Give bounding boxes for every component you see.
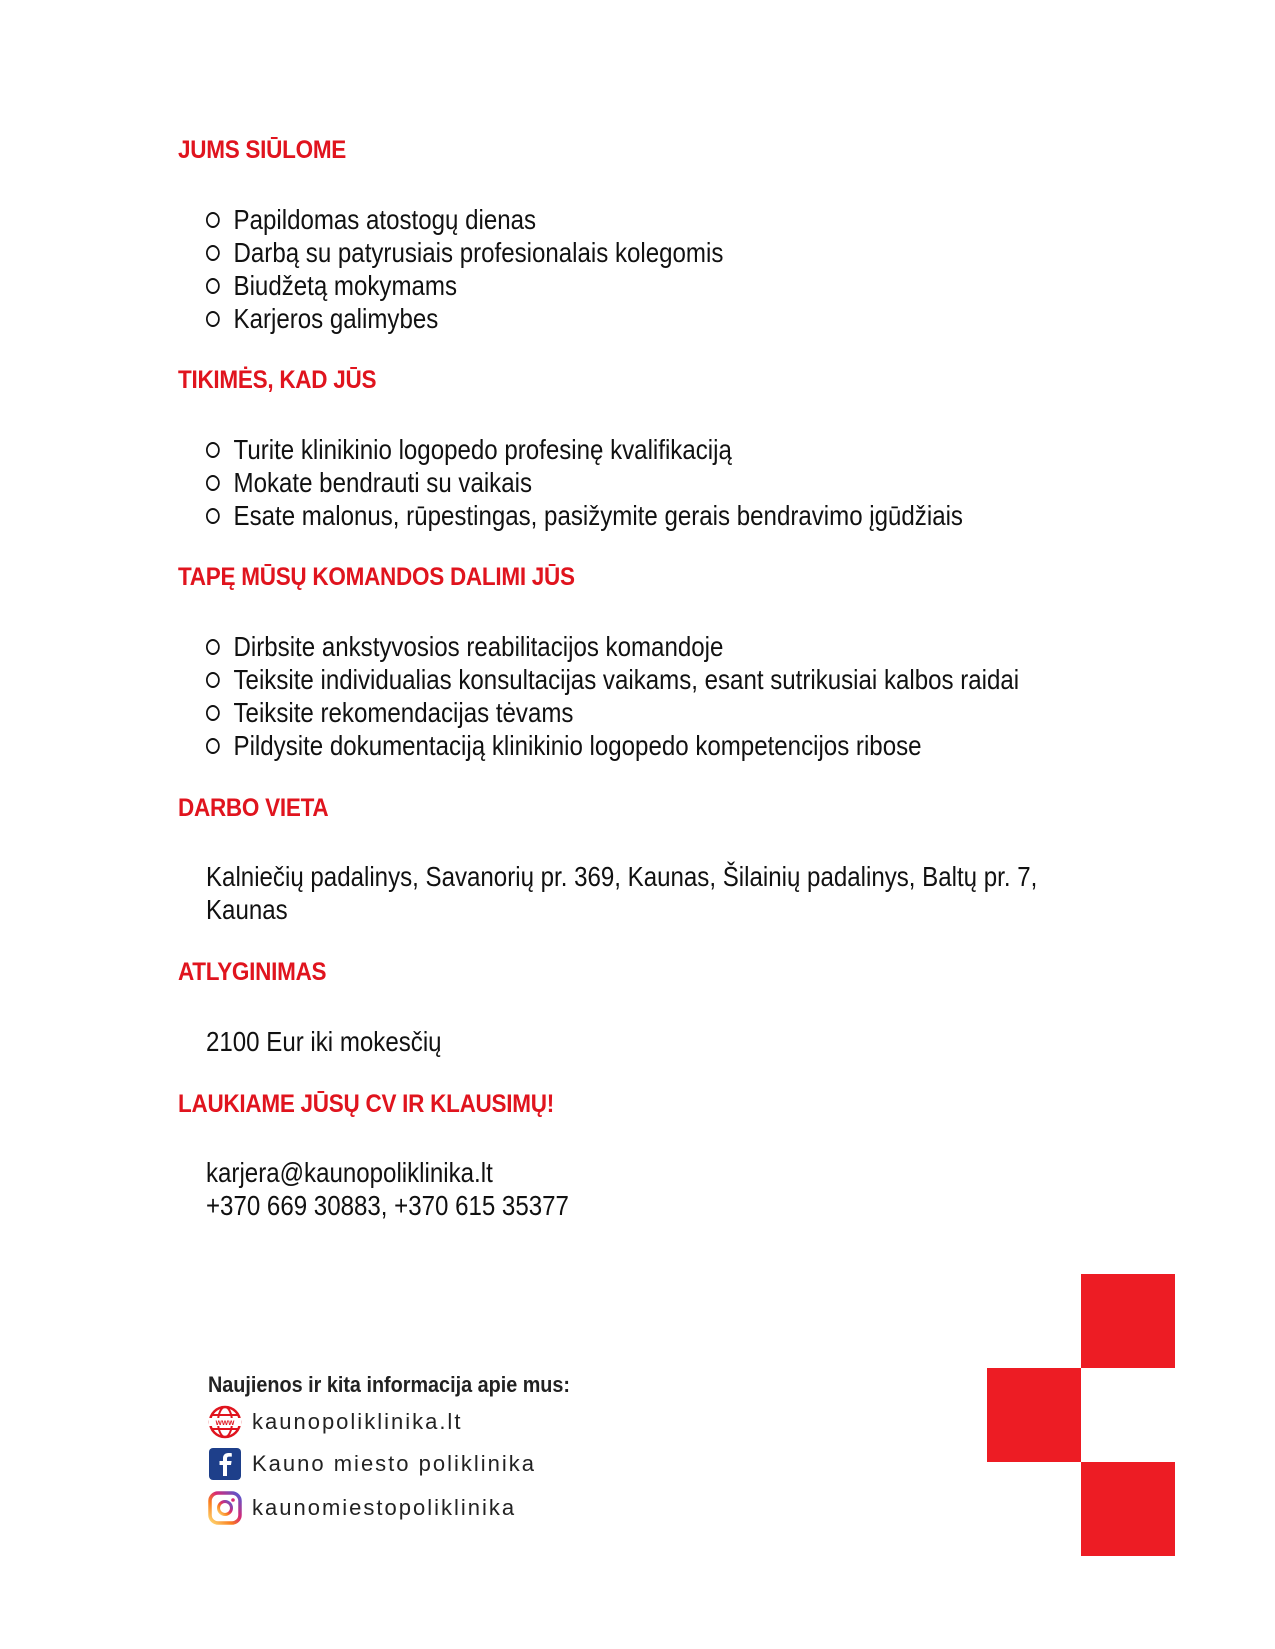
circle-bullet-icon [206,245,220,261]
www-globe-icon [208,1405,242,1439]
list-item: Papildomas atostogų dienas [206,203,723,236]
circle-bullet-icon [206,639,220,655]
section-heading-offers: JUMS SIŪLOME [178,136,347,164]
footer-title: Naujienos ir kita informacija apie mus: [208,1372,571,1397]
list-item: Turite klinikinio logopedo profesinę kvalifikaciją [206,433,963,466]
workplace-text [206,860,1037,926]
contact-phones[interactable]: +370 669 30883, +370 615 35377 [206,1190,569,1221]
contact-email[interactable]: karjera@kaunopoliklinika.lt [206,1157,493,1188]
offers-list [206,203,808,335]
decorative-red-block-top [1081,1274,1175,1368]
social-link-instagram[interactable] [208,1489,516,1527]
section-heading-contact: LAUKIAME JŪSŲ CV IR KLAUSIMŲ! [178,1090,554,1118]
list-item: Darbą su patyrusiais profesionalais kolegomis [206,236,723,269]
duties-list [206,630,1152,762]
circle-bullet-icon [206,738,220,754]
circle-bullet-icon [206,212,220,228]
section-heading-expectations: TIKIMĖS, KAD JŪS [178,366,377,394]
section-heading-workplace: DARBO VIETA [178,794,329,822]
social-link-facebook[interactable] [208,1445,536,1483]
circle-bullet-icon [206,508,220,524]
circle-bullet-icon [206,442,220,458]
list-item: Dirbsite ankstyvosios reabilitacijos komandoje [206,630,1019,663]
circle-bullet-icon [206,311,220,327]
facebook-link-text: Kauno miesto poliklinika [252,1451,537,1476]
circle-bullet-icon [206,475,220,491]
list-item: Teiksite rekomendacijas tėvams [206,696,1019,729]
instagram-link-text: kaunomiestopoliklinika [252,1495,517,1520]
list-item: Esate malonus, rūpestingas, pasižymite gerais bendravimo įgūdžiais [206,499,963,532]
workplace-line-1: Kalniečių padalinys, Savanorių pr. 369, Kaunas, Šilainių padalinys, Baltų pr. 7, [206,861,1038,892]
circle-bullet-icon [206,672,220,688]
list-item: Teiksite individualias konsultacijas vaikams, esant sutrikusiai kalbos raidai [206,663,1019,696]
list-item: Karjeros galimybes [206,302,723,335]
circle-bullet-icon [206,278,220,294]
contact-text [206,1156,569,1222]
facebook-icon [208,1447,242,1481]
circle-bullet-icon [206,705,220,721]
list-item: Pildysite dokumentaciją klinikinio logopedo kompetencijos ribose [206,729,1019,762]
decorative-red-block-bottom [1081,1462,1175,1556]
section-heading-salary: ATLYGINIMAS [178,958,327,986]
svg-text:www: www [215,1418,235,1427]
social-link-website[interactable] [208,1403,462,1441]
decorative-red-block-middle [987,1368,1081,1462]
expectations-list [206,433,1086,532]
list-item: Biudžetą mokymams [206,269,723,302]
website-link-text: kaunopoliklinika.lt [252,1409,463,1434]
section-heading-duties: TAPĘ MŪSŲ KOMANDOS DALIMI JŪS [178,563,575,591]
workplace-line-2: Kaunas [206,894,288,925]
list-item: Mokate bendrauti su vaikais [206,466,963,499]
instagram-icon [208,1491,242,1525]
salary-text: 2100 Eur iki mokesčių [206,1026,442,1057]
